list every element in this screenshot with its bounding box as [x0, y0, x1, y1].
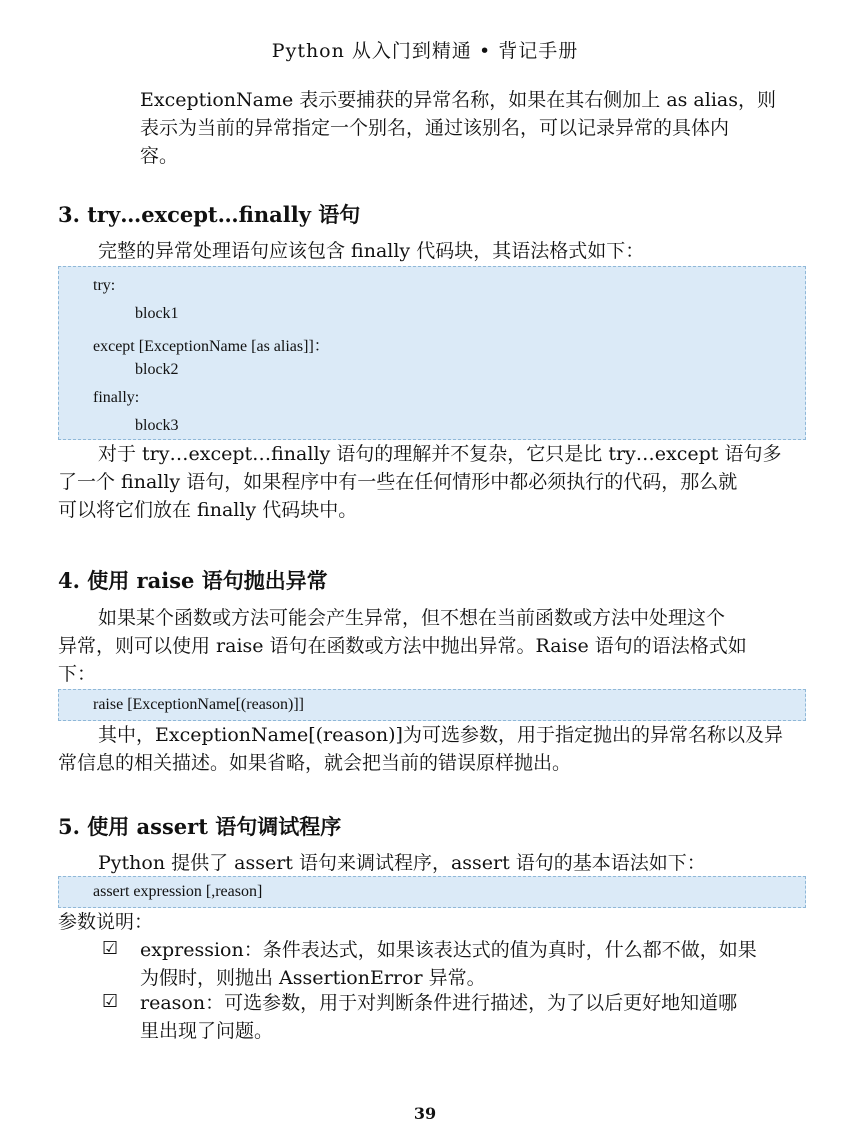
code-line: try: [93, 277, 116, 294]
code-line: block3 [135, 417, 179, 434]
section-4-para-line-1: 如果某个函数或方法可能会产生异常，但不想在当前函数或方法中处理这个 [98, 607, 726, 629]
code-line: finally: [93, 389, 140, 406]
params-label: 参数说明： [58, 911, 154, 933]
param-item-line: 里出现了问题。 [140, 1020, 274, 1042]
code-line: except [ExceptionName [as alias]]： [93, 338, 330, 355]
running-header: Python 从入门到精通 • 背记手册 [271, 40, 579, 62]
code-line: raise [ExceptionName[(reason)]] [93, 696, 304, 713]
intro-line-3: 容。 [140, 145, 179, 167]
code-block-assert [58, 876, 806, 908]
param-item-line: 为假时，则抛出 AssertionError 异常。 [140, 967, 486, 989]
code-line: assert expression [,reason] [93, 883, 263, 900]
section-5-lead: Python 提供了 assert 语句来调试程序，assert 语句的基本语法如下： [98, 852, 706, 874]
code-line: block1 [135, 305, 179, 322]
checkbox-icon: ☑ [102, 991, 119, 1012]
page-number: 39 [413, 1104, 437, 1123]
code-line: block2 [135, 361, 179, 378]
param-item-line: reason：可选参数，用于对判断条件进行描述，为了以后更好地知道哪 [140, 992, 738, 1014]
intro-line-2: 表示为当前的异常指定一个别名，通过该别名，可以记录异常的具体内 [140, 117, 730, 139]
section-3-title: 3. try…except…finally 语句 [58, 202, 361, 227]
section-4-after-line-1: 其中，ExceptionName[(reason)]为可选参数，用于指定抛出的异常名称以及异 [98, 724, 783, 746]
section-4-para-line-2: 异常，则可以使用 raise 语句在函数或方法中抛出异常。Raise 语句的语法格式如 [58, 635, 747, 657]
section-3-para-line-1: 对于 try…except…finally 语句的理解并不复杂，它只是比 try…except 语句多 [98, 443, 782, 465]
section-3-lead: 完整的异常处理语句应该包含 finally 代码块，其语法格式如下： [98, 240, 645, 262]
section-3-para-line-3: 可以将它们放在 finally 代码块中。 [58, 499, 358, 521]
checkbox-icon: ☑ [102, 938, 119, 959]
section-4-after-line-2: 常信息的相关描述。如果省略，就会把当前的错误原样抛出。 [58, 752, 572, 774]
code-block-raise [58, 689, 806, 721]
section-3-para-line-2: 了一个 finally 语句，如果程序中有一些在任何情形中都必须执行的代码，那么就 [58, 471, 738, 493]
section-4-para-line-3: 下： [58, 663, 97, 685]
section-5-title: 5. 使用 assert 语句调试程序 [58, 814, 342, 839]
param-item-line: expression：条件表达式，如果该表达式的值为真时，什么都不做，如果 [140, 939, 757, 961]
code-block-try-except-finally [58, 266, 806, 440]
intro-line-1: ExceptionName 表示要捕获的异常名称，如果在其右侧加上 as alias，则 [140, 89, 776, 111]
section-4-title: 4. 使用 raise 语句抛出异常 [58, 568, 328, 593]
